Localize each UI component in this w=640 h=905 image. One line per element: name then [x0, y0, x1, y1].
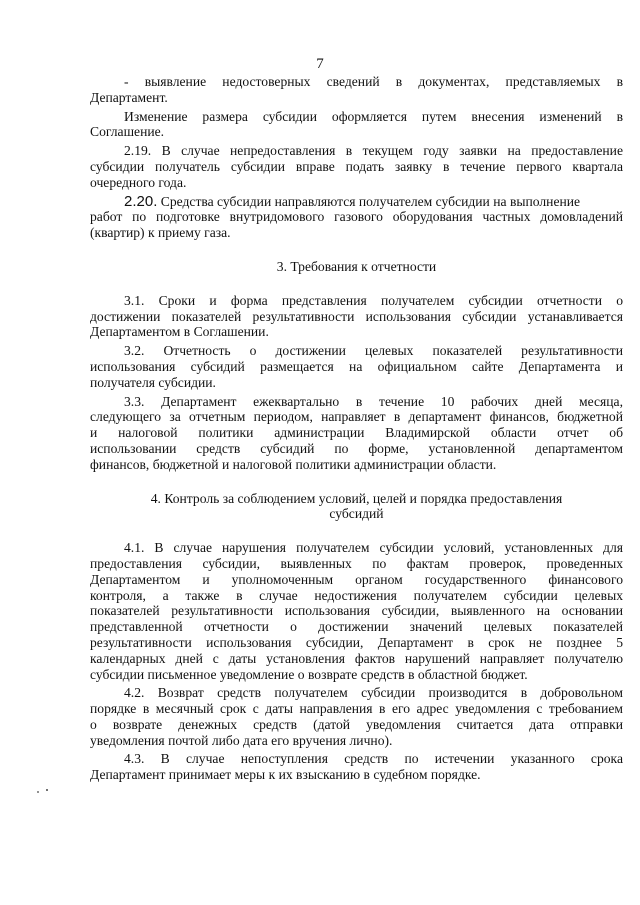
text-line: достижении показателей результативности использования субсидии устанавливается	[90, 308, 623, 324]
text-line: результативности использования субсидии, Департамент в срок не позднее 5	[90, 634, 623, 650]
text-line: представленной отчетности о достижении значений целевых показателей	[90, 619, 623, 635]
text-line: 4.2. Возврат средств получателем субсидии производится в добровольном	[124, 685, 623, 701]
paragraph-4-1	[90, 540, 623, 682]
text-line: календарных дней с даты установления фактов нарушений направляет получателю	[90, 650, 623, 666]
text-line: показателей результативности использования субсидии, выявленного на основании	[90, 603, 623, 619]
text-line: Департамент принимает меры к их взысканию в судебном порядке.	[90, 767, 481, 783]
text-line: контроля, а также в случае недостижения получателем субсидии целевых	[90, 587, 623, 603]
text-line: 4.1. В случае нарушения получателем субсидии условий, установленных для	[124, 540, 623, 556]
text-line: Департаментом и уполномоченным органом государственного финансового	[90, 571, 623, 587]
heading-line: 3. Требования к отчетности	[276, 258, 437, 274]
heading-line: 4. Контроль за соблюдением условий, целей и порядка предоставления	[150, 490, 563, 506]
text-line: уведомления почтой либо дата его вручения лично).	[90, 732, 393, 748]
paragraph-4-2	[90, 685, 623, 748]
paragraph-change	[90, 109, 623, 141]
text-line: финансов, бюджетной и налоговой политики администрации области.	[90, 456, 497, 472]
text-line: использования субсидий размещается на официальном сайте Департамента и	[90, 358, 623, 374]
text-line: (квартир) к приему газа.	[90, 225, 231, 241]
text-line: 3.2. Отчетность о достижении целевых показателей результативности	[124, 343, 623, 359]
text-line: 3.3. Департамент ежеквартально в течение 10 рабочих дней месяца,	[124, 393, 623, 409]
paragraph-2-19	[90, 143, 623, 190]
text-line: работ по подготовке внутридомового газового оборудования частных домовладений	[90, 209, 623, 225]
text-line: Департаментом в Соглашении.	[90, 324, 269, 340]
text-line: порядке в месячный срок с даты направления в его адрес уведомления с требованием	[90, 701, 623, 717]
text-line: субсидии получатель субсидии вправе подать заявку в течение первого квартала	[90, 158, 623, 174]
page-number: 7	[316, 56, 324, 72]
text-line: - выявление недостоверных сведений в документах, представляемых в	[124, 74, 623, 89]
text-line: использовании средств субсидий по форме, установленной департаментом	[90, 440, 623, 456]
section-4-heading	[90, 491, 623, 523]
text-fragment: Средства субсидии направляются получателем субсидии на выполнение	[157, 193, 581, 209]
paragraph-2-20	[90, 194, 623, 241]
text-line: 2.19. В случае непредоставления в текущем году заявки на предоставление	[124, 143, 623, 159]
paragraph-4-3	[90, 751, 623, 783]
text-line: Изменение размера субсидии оформляется путем внесения изменений в	[124, 108, 623, 124]
text-line	[90, 194, 623, 210]
text-line: Департамент.	[90, 89, 168, 105]
document-body	[90, 74, 623, 786]
paragraph-number: 2.20.	[124, 193, 158, 210]
text-line: субсидии письменное уведомление о возврате средств в областной бюджет.	[90, 666, 528, 682]
speck-icon	[36, 788, 50, 794]
text-line: о возврате денежных средств (датой уведомления считается дата отправки	[90, 716, 623, 732]
text-line: 4.3. В случае непоступления средств по истечении указанного срока	[124, 751, 623, 767]
paragraph-3-3	[90, 394, 623, 473]
paragraph-3-1	[90, 293, 623, 340]
text-line: 3.1. Сроки и форма представления получателем субсидии отчетности о	[124, 292, 623, 308]
heading-line: субсидий	[329, 506, 384, 522]
text-line: Соглашение.	[90, 124, 165, 140]
paragraph-deceit	[90, 74, 623, 106]
text-line: очередного года.	[90, 174, 187, 190]
text-line: предоставления субсидии, выявленных по фактам проверок, проведенных	[90, 555, 623, 571]
section-3-heading	[90, 259, 623, 275]
text-line: следующего за отчетным периодом, направляет в департамент финансов, бюджетной	[90, 409, 623, 425]
text-line: получателя субсидии.	[90, 374, 216, 390]
paragraph-3-2	[90, 343, 623, 390]
scan-speck-mark	[36, 786, 50, 797]
text-line: и налоговой политики администрации Владимирской области отчет об	[90, 425, 623, 441]
